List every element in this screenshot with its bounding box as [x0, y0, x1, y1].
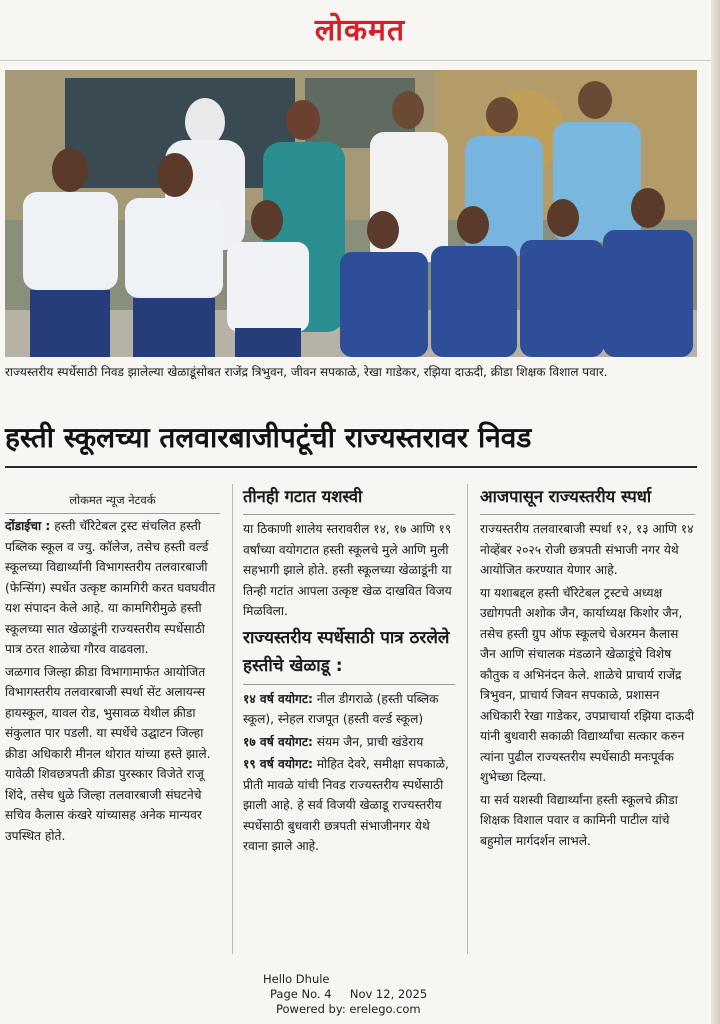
column-divider: [232, 484, 233, 954]
subheading: आजपासून राज्यस्तरीय स्पर्धा: [480, 484, 695, 515]
paragraph: या यशाबद्दल हस्ती चॅरिटेबल ट्रस्टचे अध्यक्ष उद्योगपती अशोक जैन, कार्याध्यक्ष किशोर जैन, तसेच हस्ती ग्रुप ऑफ स्कूलचे चेअरमन कैलास जैन आणि संचालक मंडळाने खेळाडूंचे विशेष कौतुक व अभिनंदन केले. शाळेचे प्राचार्य राजेंद्र त्रिभुवन, प्राचार्य जिवन सपकाळे, प्रशासन अधिकारी रेखा गाडेकर, उपप्राचार्या रझिया दाऊदी यांनी बुधवारी सकाळी विद्यार्थ्यांचा सत्कार करुन त्यांना पुढील राज्यस्तरीय स्पर्धेसाठी मनःपूर्वक शुभेच्छा दिल्या.: [480, 585, 695, 784]
group-photo: [5, 70, 697, 357]
article-column-3: [480, 484, 695, 853]
powered-by: Powered by: erelego.com: [276, 1002, 421, 1016]
paragraph-text: हस्ती चॅरिटेबल ट्रस्ट संचलित हस्ती पब्लिक स्कूल व ज्यु. कॉलेज, तसेच हस्ती वर्ल्ड स्कूलच्या विद्यार्थ्यांनी विभागस्तरीय तलवारबाजी (फेन्सिंग) स्पर्धेत उत्कृष्ट कामगिरी करत घवघवीत यश संपादन केले आहे. या कामगिरीमुळे हस्ती स्कूलच्या सात खेळाडूंनी राज्यस्तरीय स्पर्धेसाठी पात्र ठरत शाळेचा गौरव वाढवला.: [5, 519, 216, 656]
lokmat-logo: लोकमत: [314, 13, 406, 48]
paragraph: जळगाव जिल्हा क्रीडा विभागामार्फत आयोजित विभागस्तरीय तलवारबाजी स्पर्धा सेंट अलायन्स हायस्कूल, यावल रोड, भुसावळ येथील क्रीडा संकुलात पार पडली. या स्पर्धेचे उद्घाटन जिल्हा क्रीडा अधिकारी मीनल थोरात यांच्या हस्ते झाले. यावेळी शिवछत्रपती क्रीडा पुरस्कार विजेते राजू शिंदे, तसेच धुळे जिल्हा तलवारबाजी संघटनेचे सचिव कैलास कंखरे यांच्यासह अनेक मान्यवर उपस्थित होते.: [5, 664, 211, 843]
edition-name: Hello Dhule: [263, 972, 330, 986]
page-edge: [711, 0, 720, 1024]
page-and-date: Page No. 4 Nov 12, 2025: [270, 987, 428, 1001]
age-group-label: १४ वर्ष वयोगट:: [243, 691, 313, 706]
paragraph-text: मोहित देवरे, समीक्षा सपकाळे, प्रीती मावळे यांची निवड राज्यस्तरीय स्पर्धेसाठी झाली आहे. हे सर्व विजयी खेळाडू राज्यस्तरीय स्पर्धेसाठी बुधवारी छत्रपती संभाजीनगर येथे रवाना झाले आहे.: [243, 757, 449, 853]
article-column-1: [5, 490, 220, 848]
paragraph: राज्यस्तरीय तलवारबाजी स्पर्धा १२, १३ आणि १४ नोव्हेंबर २०२५ रोजी छत्रपती संभाजी नगर येथे आयोजित करण्यात येणार आहे.: [480, 522, 694, 577]
headline: हस्ती स्कूलच्या तलवारबाजीपटूंची राज्यस्तरावर निवड: [5, 421, 532, 454]
paragraph: [243, 732, 455, 753]
article-column-2: [243, 484, 455, 859]
masthead-rule: [0, 60, 720, 61]
paragraph: या सर्व यशस्वी विद्यार्थ्यांना हस्ती स्कूलचे क्रीडा शिक्षक विशाल पवार व कामिनी पाटील यांचे बहुमोल मार्गदर्शन लाभले.: [480, 792, 678, 848]
masthead: [0, 8, 720, 60]
age-group-label: १९ वर्ष वयोगट:: [243, 757, 313, 771]
subheading: तीनही गटात यशस्वी: [243, 484, 455, 515]
column-divider: [467, 484, 468, 954]
age-group-label: १७ वर्ष वयोगट:: [243, 734, 313, 749]
photo-caption: राज्यस्तरीय स्पर्धेसाठी निवड झालेल्या खेळाडूंसोबत राजेंद्र त्रिभुवन, जीवन सपकाळे, रेखा गाडेकर, रझिया दाऊदी, क्रीडा शिक्षक विशाल पवार.: [5, 365, 608, 379]
paragraph-text: संयम जैन, प्राची खंडेराय: [316, 734, 424, 749]
dateline: दोंडाईचा :: [5, 519, 51, 533]
paragraph: [5, 516, 220, 660]
headline-rule: [5, 466, 697, 468]
paragraph: [243, 689, 455, 730]
paragraph-text: नील डीगराळे (हस्ती पब्लिक स्कूल), स्नेहल राजपूत (हस्ती वर्ल्ड स्कूल): [243, 691, 439, 726]
byline: लोकमत न्यूज नेटवर्क: [5, 490, 220, 514]
subheading: राज्यस्तरीय स्पर्धेसाठी पात्र ठरलेले हस्तीचे खेळाडू :: [243, 624, 455, 685]
paragraph: [243, 754, 455, 857]
paragraph: या ठिकाणी शालेय स्तरावरील १४, १७ आणि १९ वर्षांच्या वयोगटात हस्ती स्कूलचे मुले आणि मुली सहभागी झाले होते. हस्ती स्कूलच्या खेळाडूंनी या तिन्ही गटांत आपला उत्कृष्ट खेळ दाखवित विजय मिळविला.: [243, 522, 452, 618]
